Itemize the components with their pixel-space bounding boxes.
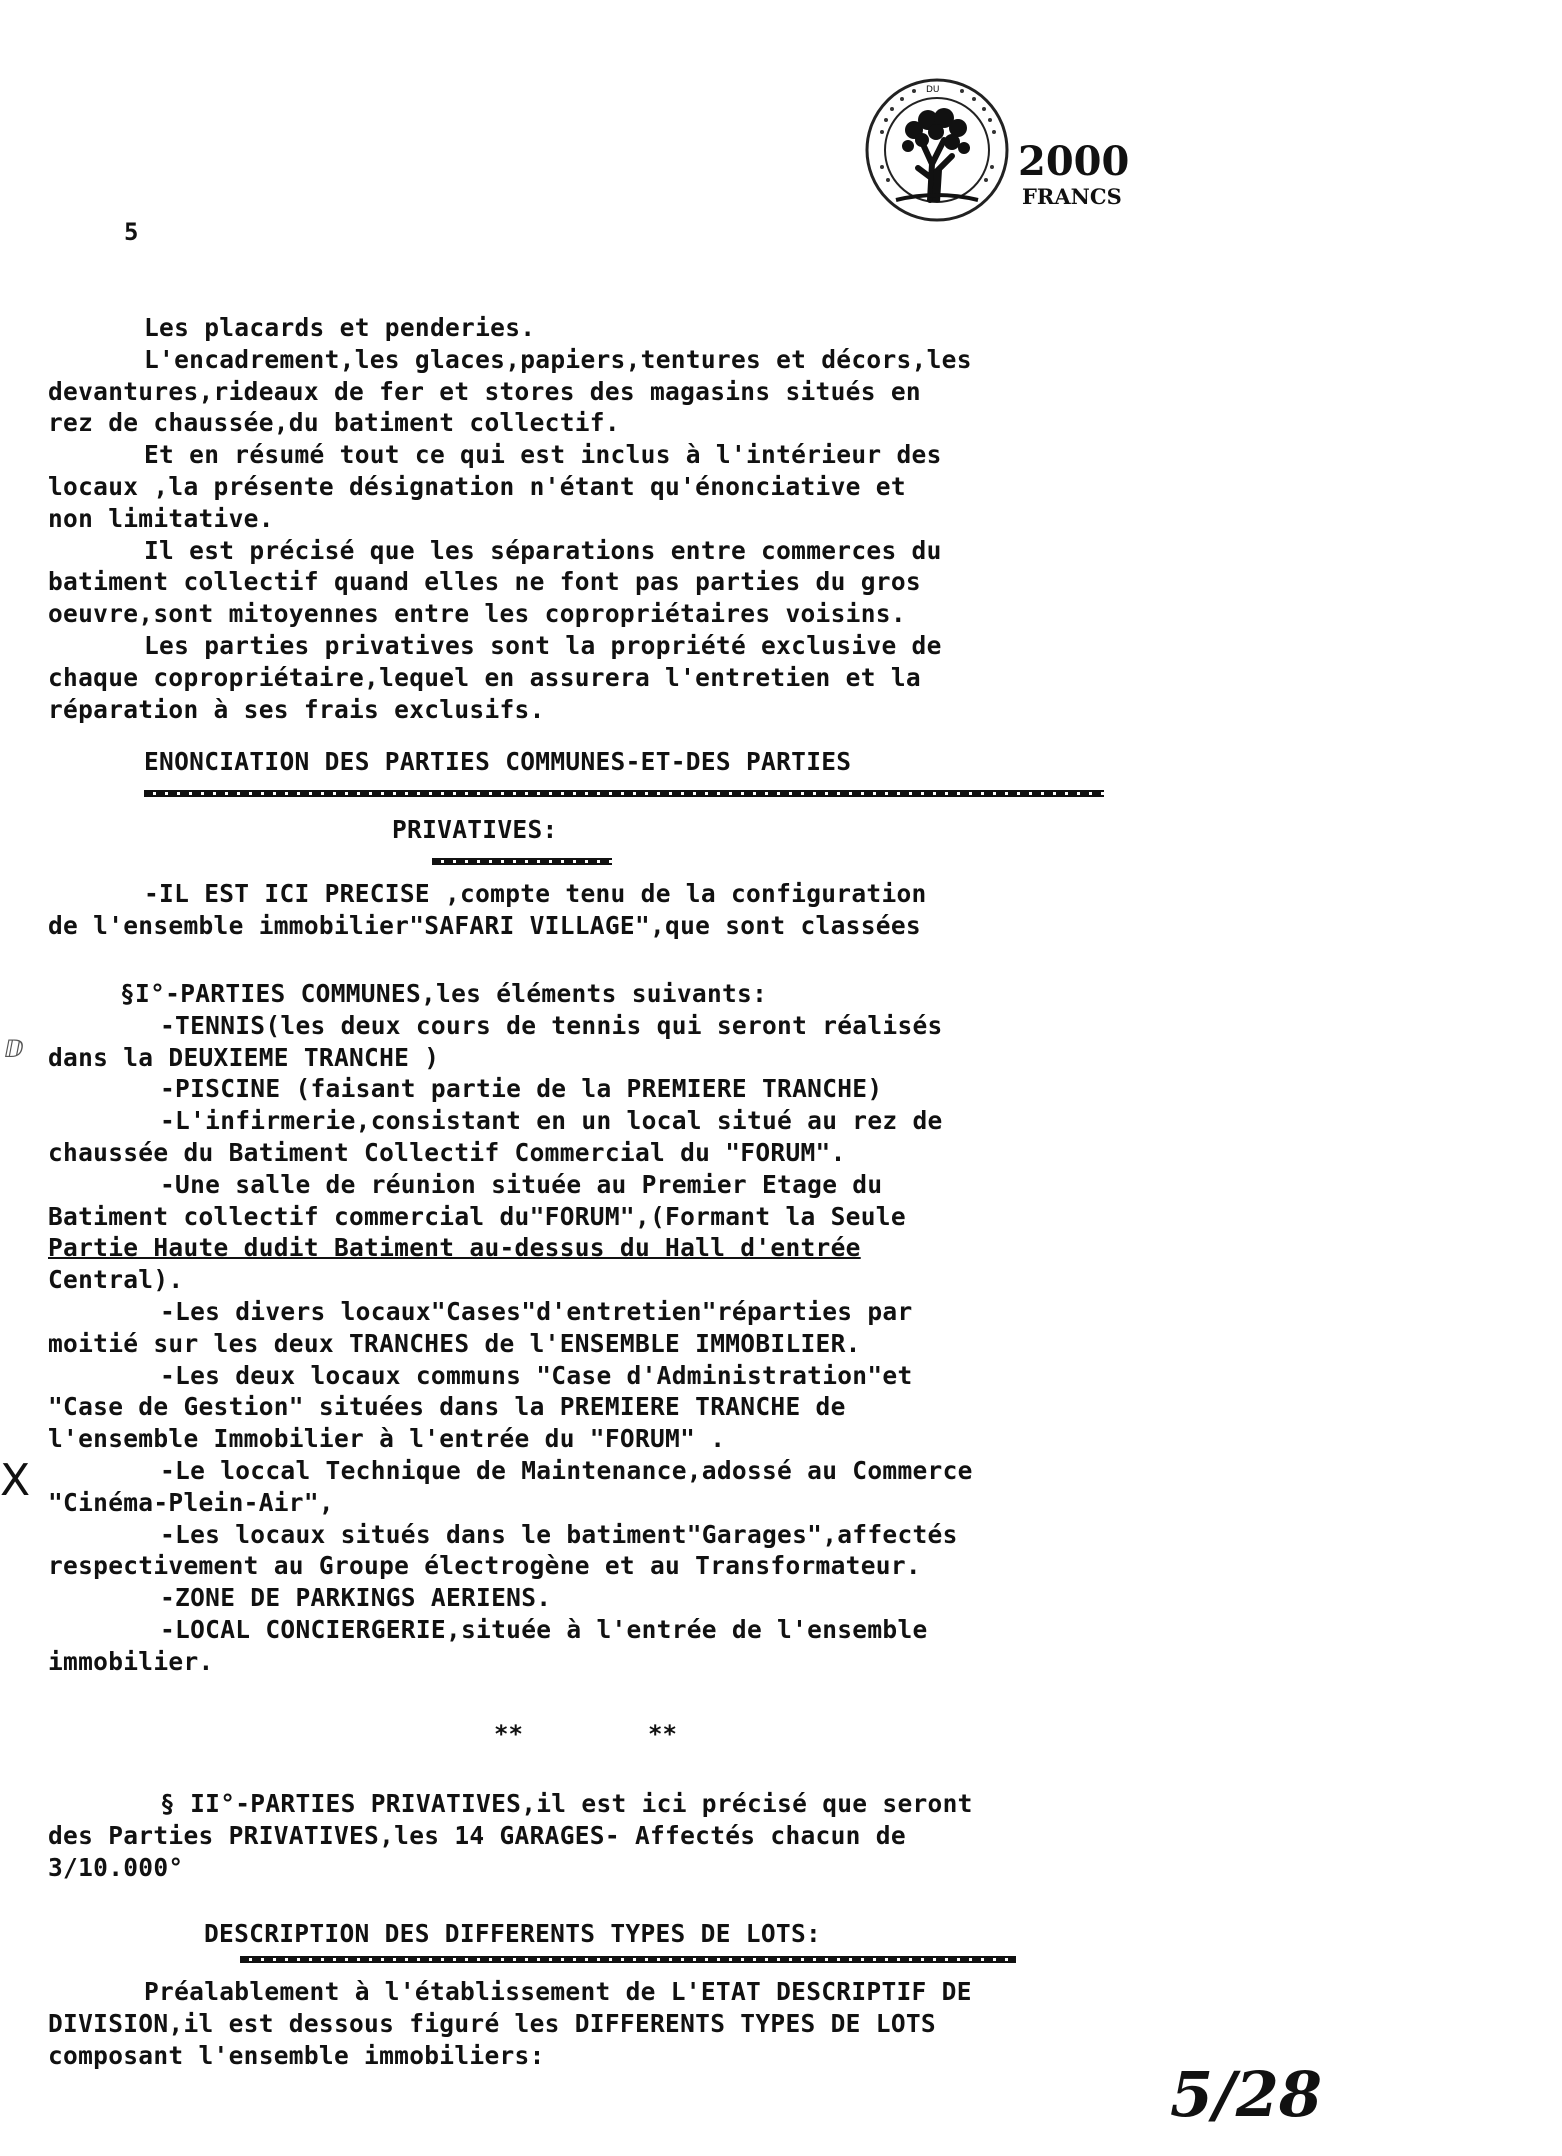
list-item: -TENNIS(les deux cours de tennis qui seront réalisés: [160, 1010, 943, 1040]
text-line: Batiment collectif commercial du"FORUM",(Formant la Seule: [48, 1201, 906, 1231]
text-line: réparation à ses frais exclusifs.: [48, 694, 545, 724]
section-title: §I°-PARTIES COMMUNES,les éléments suivants:: [120, 979, 768, 1008]
text-line: Il est précisé que les séparations entre commerces du: [144, 535, 942, 565]
section-parties-communes: [48, 978, 1218, 1678]
text-line: L'encadrement,les glaces,papiers,tentures et décors,les: [144, 344, 972, 374]
text-line: DIVISION,il est dessous figuré les DIFFERENTS TYPES DE LOTS: [48, 2008, 936, 2038]
text-line: non limitative.: [48, 503, 274, 533]
margin-cross-mark: X: [0, 1455, 31, 1506]
text-line: moitié sur les deux TRANCHES de l'ENSEMBLE IMMOBILIER.: [48, 1328, 861, 1358]
list-item: -Les divers locaux"Cases"d'entretien"réparties par: [160, 1296, 913, 1326]
text-line: batiment collectif quand elles ne font pas parties du gros: [48, 567, 921, 597]
double-rule: [240, 1956, 1016, 1963]
text-line: locaux ,la présente désignation n'étant qu'énonciative et: [48, 471, 906, 501]
text-line: des Parties PRIVATIVES,les 14 GARAGES- Affectés chacun de: [48, 1820, 906, 1850]
separator-stars-right: **: [648, 1720, 677, 1748]
page-number: 5: [124, 218, 139, 246]
text-line: l'ensemble Immobilier à l'entrée du "FORUM" .: [48, 1424, 726, 1454]
list-item: -Les deux locaux communs "Case d'Administration"et: [160, 1360, 913, 1390]
text-line: Central).: [48, 1265, 184, 1295]
stamp-value: 2000: [1018, 138, 1130, 185]
text-line: chaussée du Batiment Collectif Commercial du "FORUM".: [48, 1137, 846, 1167]
fiscal-stamp: [852, 72, 1152, 232]
text-line: immobilier.: [48, 1646, 214, 1676]
text-line: "Case de Gestion" situées dans la PREMIERE TRANCHE de: [48, 1392, 846, 1422]
double-rule: [144, 790, 1104, 797]
paragraph-privatives-contents: [48, 312, 1218, 725]
list-item: -Une salle de réunion située au Premier Etage du: [160, 1169, 883, 1199]
list-item: -ZONE DE PARKINGS AERIENS.: [160, 1583, 552, 1613]
text-line: Les placards et penderies.: [144, 313, 536, 342]
text-line: composant l'ensemble immobiliers:: [48, 2040, 545, 2070]
list-item: -LOCAL CONCIERGERIE,située à l'entrée de l'ensemble: [160, 1614, 928, 1644]
list-item: -Le loccal Technique de Maintenance,adossé au Commerce: [160, 1455, 973, 1485]
text-line: 3/10.000°: [48, 1852, 184, 1882]
text-line: dans la DEUXIEME TRANCHE ): [48, 1042, 440, 1072]
list-item: -Les locaux situés dans le batiment"Garages",affectés: [160, 1519, 958, 1549]
heading-line: DESCRIPTION DES DIFFERENTS TYPES DE LOTS:: [204, 1919, 822, 1948]
text-line: respectivement au Groupe électrogène et au Transformateur.: [48, 1551, 921, 1581]
text-line: de l'ensemble immobilier"SAFARI VILLAGE",que sont classées: [48, 910, 921, 940]
heading-enonciation: [144, 746, 1314, 778]
text-line: Partie Haute dudit Batiment au-dessus du Hall d'entrée: [48, 1233, 861, 1263]
heading-line: ENONCIATION DES PARTIES COMMUNES-ET-DES PARTIES: [144, 747, 852, 776]
handwritten-page-fraction: 5/28: [1170, 2058, 1323, 2131]
paragraph-precision: [48, 878, 1218, 942]
text-line: rez de chaussée,du batiment collectif.: [48, 408, 620, 438]
separator-stars-left: **: [494, 1720, 523, 1748]
text-line: chaque copropriétaire,lequel en assurera l'entretien et la: [48, 662, 921, 692]
section-parties-privatives: [48, 1788, 1218, 1883]
text-line: -IL EST ICI PRECISE ,compte tenu de la configuration: [144, 879, 927, 908]
list-item: -L'infirmerie,consistant en un local situé au rez de: [160, 1106, 943, 1136]
text-line: oeuvre,sont mitoyennes entre les copropriétaires voisins.: [48, 599, 906, 629]
text-line: "Cinéma-Plein-Air",: [48, 1487, 334, 1517]
margin-scribble-icon: ⅅ: [4, 1035, 24, 1063]
text-line: Et en résumé tout ce qui est inclus à l'intérieur des: [144, 440, 942, 470]
heading-privatives: [392, 814, 1562, 846]
text-line: Préalablement à l'établissement de L'ETAT DESCRIPTIF DE: [144, 1977, 972, 2006]
heading-line: PRIVATIVES:: [392, 815, 558, 844]
section-title: § II°-PARTIES PRIVATIVES,il est ici précisé que seront: [160, 1789, 973, 1818]
text-line: devantures,rideaux de fer et stores des magasins situés en: [48, 376, 921, 406]
stamp-unit: FRANCS: [1022, 184, 1122, 209]
text-line: Les parties privatives sont la propriété exclusive de: [144, 630, 942, 660]
svg-text:DU: DU: [926, 85, 940, 95]
paragraph-prealablement: [48, 1976, 1218, 2071]
list-item: -PISCINE (faisant partie de la PREMIERE TRANCHE): [160, 1074, 883, 1104]
heading-description-lots: [204, 1918, 1374, 1950]
double-rule: [432, 858, 612, 865]
